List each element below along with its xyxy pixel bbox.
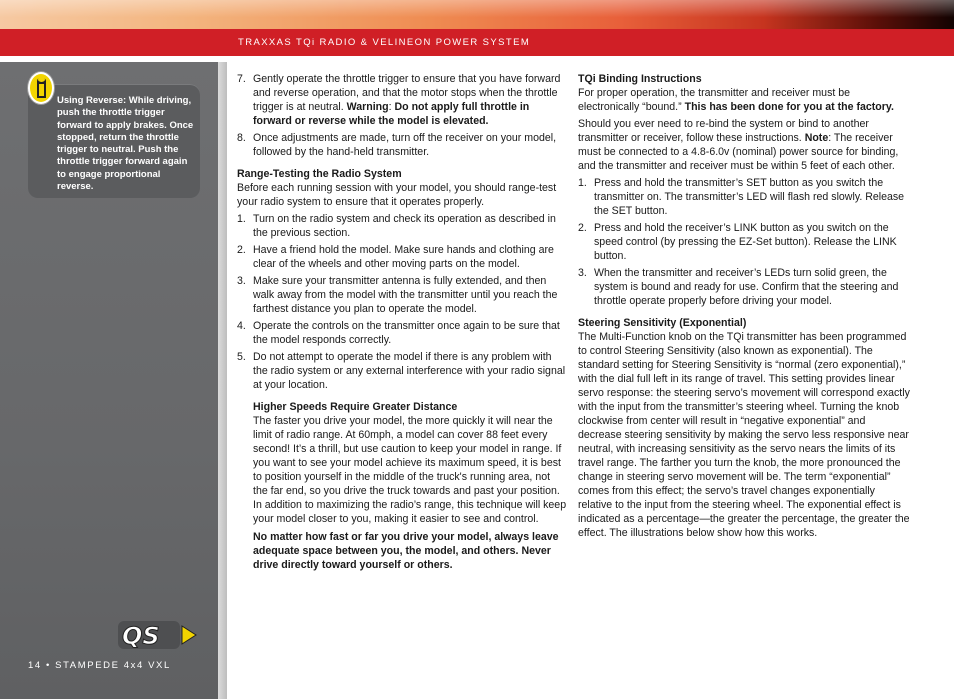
page-footer: 14 • STAMPEDE 4x4 VXL [28,660,171,671]
speed-section [237,400,567,572]
list-item: 1. Turn on the radio system and check its operation as described in the previous section. [237,213,556,239]
info-icon [30,74,52,102]
binding-intro: For proper operation, the transmitter and receiver must be electronically “bound.” This has been done for you at the factory. [578,87,894,113]
header-title: TRAXXAS TQi RADIO & VELINEON POWER SYSTEM [238,37,531,48]
list-item: 7. Gently operate the throttle trigger to ensure that you have forward and reverse operation, and that the motor stops when the throttle trigger is at neutral. Warning: Do not apply full throttle in forward or reverse while the model is elevated. [237,73,561,127]
binding-para: Should you ever need to re-bind the system or bind to another transmitter or receiver, follow these instructions. Note: The receiver must be connected to a 4.8-6.0v (nominal) power source for binding, and the transmitter and receiver must be within 5 feet of each other. [578,118,899,172]
warning-label: Warning [346,101,389,113]
steering-text: The Multi-Function knob on the TQi transmitter has been programmed to control Steering Sensitivity (also known as exponential). The standard setting for Steering Sensitivity is “normal (zero exponential),” with the dial full left in its range of travel. This setting provides linear servo response: the steering servo’s movement will correspond exactly with the input from the transmitter’s steering wheel. Turning the knob clockwise from center will result in “negative exponential” and decrease steering sensitivity by making the servo less responsive near neutral, with increasing sensitivity as the servo nears the limits of its travel range. The farther you turn the knob, the more pronounced the change in steering servo movement will be. The term “exponential” comes from this effect; the servo’s travel changes exponentially relative to the input from the steering wheel. The exponential effect is indicated as a percentage—the greater the percentage, the greater the effect. The illustrations below show how this works. [578,331,910,539]
binding-heading: TQi Binding Instructions [578,73,702,85]
list-item: 4. Operate the controls on the transmitter once again to be sure that the model responds correctly. [237,320,560,346]
list-item: 5. Do not attempt to operate the model if there is any problem with the radio system or any external interference with your radio signal at your location. [237,351,566,391]
header-gradient-band [0,0,954,29]
list-item: 2. Press and hold the receiver’s LINK button as you switch on the speed control (by pressing the EZ-Set button). Release the LINK button. [578,222,897,262]
list-item: 1. Press and hold the transmitter’s SET button as you switch the transmitter on. The transmitter’s LED will flash red slowly. Release the SET button. [578,177,905,217]
column-left [237,72,567,572]
steering-heading: Steering Sensitivity (Exponential) [578,317,747,329]
range-heading: Range-Testing the Radio System [237,168,402,180]
logo-text: QS [122,622,160,650]
range-intro: Before each running session with your model, you should range-test your radio system to ensure that it operates properly. [237,182,557,208]
list-item: 3. Make sure your transmitter antenna is fully extended, and then walk away from the model with the transmitter until you reach the farthest distance you plan to operate the model. [237,275,558,315]
list-item: 8. Once adjustments are made, turn off the receiver on your model, followed by the hand-held transmitter. [237,132,557,158]
header-bar [0,29,954,56]
list-item: 2. Have a friend hold the model. Make sure hands and clothing are clear of the wheels and other moving parts on the model. [237,244,554,270]
speed-warning: No matter how fast or far you drive your model, always leave adequate space between you, the model, and others. Never drive directly toward yourself or others. [253,531,559,571]
warning-text: Do not apply full throttle in forward or reverse while the model is elevated. [253,101,530,127]
speed-text: The faster you drive your model, the more quickly it will near the limit of radio range. At 60mph, a model can cover 88 feet every second! It’s a thrill, but use caution to keep your model in range. If you want to see your model achieve its maximum speed, it is best to position yourself in the middle of the truck's running area, not the far end, so you drive the truck towards and past your position. In addition to maximizing the radio’s range, this technique will keep your model closer to you, making it easier to see and control. [253,415,567,525]
note-label: Note [804,132,829,144]
column-right [578,72,910,540]
qs-logo [118,618,198,652]
tip-text: Using Reverse: While driving, push the throttle trigger forward to apply brakes. Once stopped, return the throttle trigger to neutral. Push the throttle trigger forward again to engage proportional reverse. [57,95,194,193]
speed-heading: Higher Speeds Require Greater Distance [253,401,458,413]
list-item: 3. When the transmitter and receiver’s LEDs turn solid green, the system is bound and ready for use. Confirm that the steering and throttle operate properly before driving your model. [578,267,899,307]
sidebar-edge [218,62,227,699]
